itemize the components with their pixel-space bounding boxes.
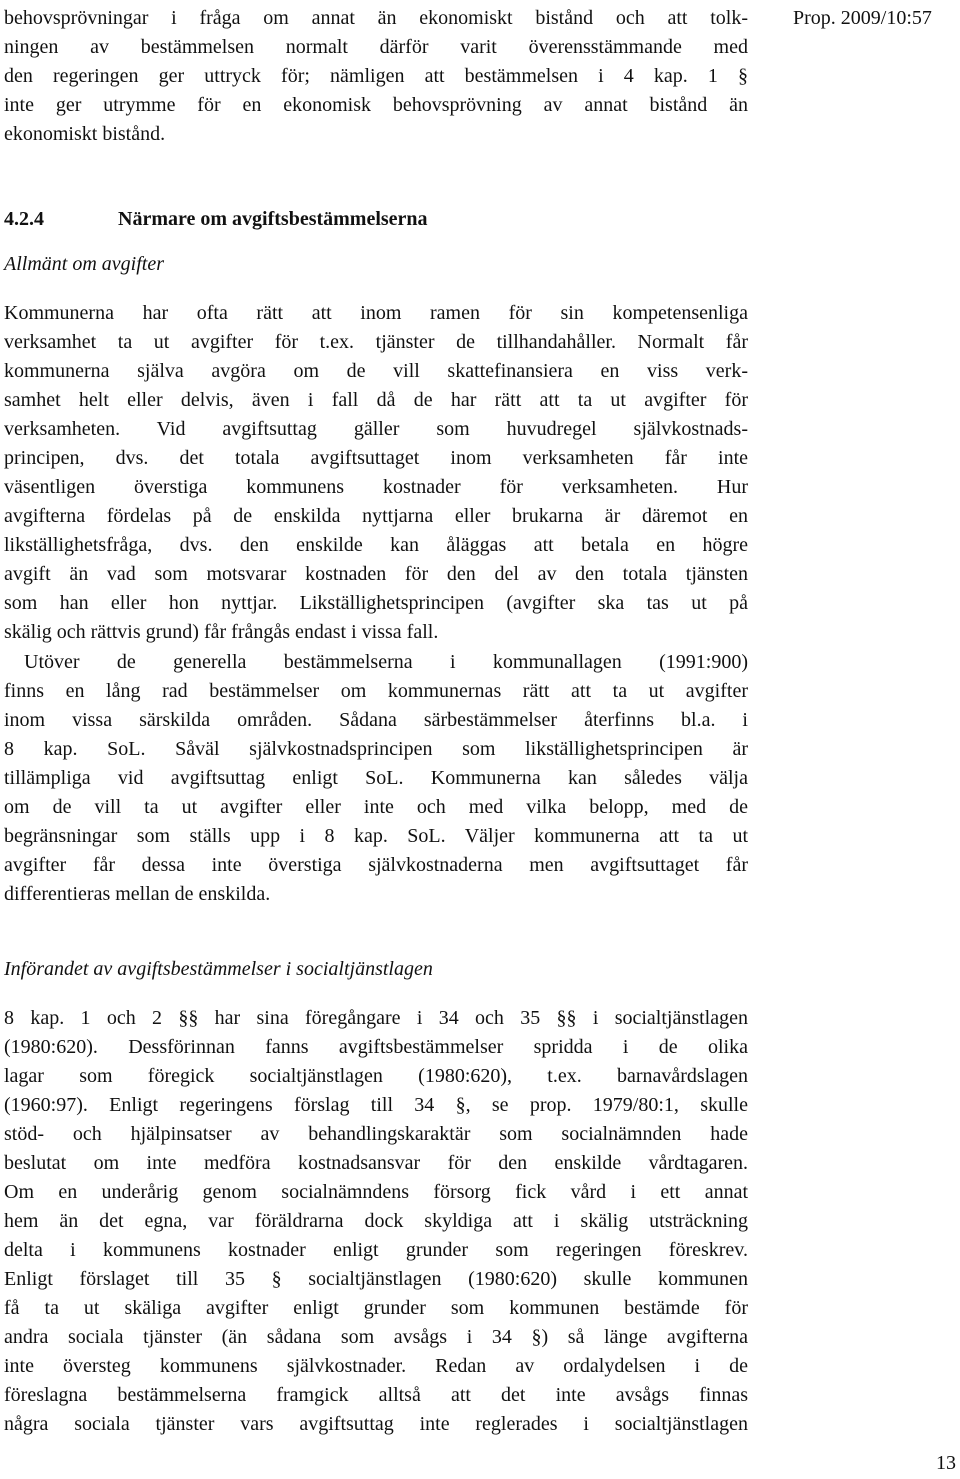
paragraph-history (4, 1004, 748, 1439)
text-line: likställighetsfråga, dvs. den enskilde kan åläggas att betala en högre (4, 534, 748, 556)
text-line: några sociala tjänster vars avgiftsuttag inte reglerades i socialtjänstlagen (4, 1413, 748, 1435)
text-line: Utöver de generella bestämmelserna i kommunallagen (1991:900) (24, 651, 748, 673)
paragraph-special-provisions (4, 648, 748, 909)
text-line: kommunerna själva avgöra om de vill skattefinansiera en viss verk- (4, 360, 748, 382)
text-line: behovsprövningar i fråga om annat än ekonomiskt bistånd och att tolk- (4, 7, 748, 29)
text-line: (1980:620). Dessförinnan fanns avgiftsbestämmelser spridda i de olika (4, 1036, 748, 1058)
text-line: Kommunerna har ofta rätt att inom ramen för sin kompetensenliga (4, 302, 748, 324)
text-line: ekonomiskt bistånd. (4, 123, 166, 145)
text-line: ningen av bestämmelsen normalt därför varit överensstämmande med (4, 36, 748, 58)
text-line: som han eller hon nyttjar. Likställighetsprincipen (avgifter ska tas ut på (4, 592, 748, 614)
text-line: få ta ut skäliga avgifter enligt grunder som kommunen bestämde för (4, 1297, 748, 1319)
text-line: lagar som föregick socialtjänstlagen (1980:620), t.ex. barnavårdslagen (4, 1065, 748, 1087)
text-line: verksamhet ta ut avgifter för t.ex. tjänster de tillhandahåller. Normalt får (4, 331, 748, 353)
text-line: hem än det egna, var föräldrarna dock skyldiga att i skälig utsträckning (4, 1210, 748, 1232)
section-heading (4, 205, 428, 234)
text-line: 8 kap. SoL. Såväl självkostnadsprincipen som likställighetsprincipen är (4, 738, 748, 760)
text-line: beslutat om inte medföra kostnadsansvar för den enskilde vårdtagaren. (4, 1152, 748, 1174)
text-line: principen, dvs. det totala avgiftsuttaget inom verksamheten får inte (4, 447, 748, 469)
section-title: Närmare om avgiftsbestämmelserna (118, 208, 428, 230)
text-line: inom vissa särskilda områden. Sådana särbestämmelser återfinns bl.a. i (4, 709, 748, 731)
section-number: 4.2.4 (4, 208, 44, 230)
subheading-introduction-of-fee-provisions: Införandet av avgiftsbestämmelser i socialtjänstlagen (4, 958, 433, 980)
text-line: Enligt förslaget till 35 § socialtjänstlagen (1980:620) skulle kommunen (4, 1268, 748, 1290)
text-line: stöd- och hjälpinsatser av behandlingskaraktär som socialnämnden hade (4, 1123, 748, 1145)
subheading-general-fees: Allmänt om avgifter (4, 253, 164, 275)
text-line: skälig och rättvis grund) får frångås endast i vissa fall. (4, 621, 439, 643)
text-line: (1960:97). Enligt regeringens förslag till 34 §, se prop. 1979/80:1, skulle (4, 1094, 748, 1116)
text-line: tillämpliga vid avgiftsuttag enligt SoL. Kommunerna kan således välja (4, 767, 748, 789)
text-line: andra sociala tjänster (än sådana som avsågs i 34 §) så länge avgifterna (4, 1326, 748, 1348)
text-line: begränsningar som ställs upp i 8 kap. SoL. Väljer kommunerna att ta ut (4, 825, 748, 847)
text-line: om de vill ta ut avgifter eller inte och med vilka belopp, med de (4, 796, 748, 818)
text-line: avgifterna fördelas på de enskilda nyttjarna eller brukarna är däremot en (4, 505, 748, 527)
text-line: den regeringen ger uttryck för; nämligen att bestämmelsen i 4 kap. 1 § (4, 65, 748, 87)
text-line: avgifter får dessa inte överstiga självkostnaderna men avgiftsuttaget får (4, 854, 748, 876)
proposition-reference: Prop. 2009/10:57 (793, 7, 932, 29)
text-line: föreslagna bestämmelserna framgick alltså att det inte avsågs finnas (4, 1384, 748, 1406)
page-number: 13 (936, 1452, 956, 1474)
text-line: inte översteg kommunens självkostnader. Redan av ordalydelsen i de (4, 1355, 748, 1377)
intro-paragraph (4, 4, 748, 149)
text-line: inte ger utrymme för en ekonomisk behovsprövning av annat bistånd än (4, 94, 748, 116)
text-line: differentieras mellan de enskilda. (4, 883, 271, 905)
text-line: 8 kap. 1 och 2 §§ har sina föregångare i 34 och 35 §§ i socialtjänstlagen (4, 1007, 748, 1029)
text-line: delta i kommunens kostnader enligt grunder som regeringen föreskrev. (4, 1239, 748, 1261)
text-line: Om en underårig genom socialnämndens försorg fick vård i ett annat (4, 1181, 748, 1203)
text-line: avgift än vad som motsvarar kostnaden för den del av den totala tjänsten (4, 563, 748, 585)
text-line: finns en lång rad bestämmelser om kommunernas rätt att ta ut avgifter (4, 680, 748, 702)
text-line: samhet helt eller delvis, även i fall då de har rätt att ta ut avgifter för (4, 389, 748, 411)
text-line: väsentligen överstiga kommunens kostnader för verksamheten. Hur (4, 476, 748, 498)
paragraph-general-fees (4, 299, 748, 647)
text-line: verksamheten. Vid avgiftsuttag gäller som huvudregel självkostnads- (4, 418, 748, 440)
